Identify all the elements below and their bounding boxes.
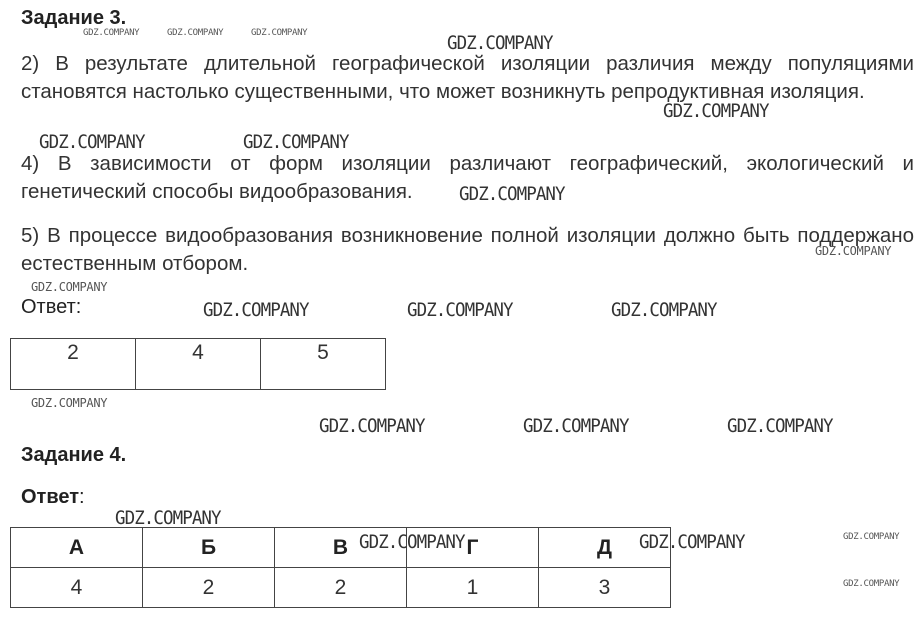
watermark: GDZ.COMPANY	[459, 183, 565, 205]
task3-paragraph-5: 5) В процессе видообразования возникновение полной изоляции должно быть поддержано естественным отбором.	[21, 224, 914, 275]
answer-cell: 2	[275, 568, 407, 608]
table-row	[11, 568, 671, 608]
watermark: GDZ.COMPANY	[203, 299, 309, 321]
watermark: GDZ.COMPANY	[115, 507, 221, 529]
watermark: GDZ.COMPANY	[639, 531, 745, 553]
column-header: А	[11, 528, 143, 568]
watermark: GDZ.COMPANY	[727, 415, 833, 437]
watermark-small: GDZ.COMPANY	[31, 396, 108, 410]
watermark: GDZ.COMPANY	[359, 531, 465, 553]
watermark: GDZ.COMPANY	[663, 100, 769, 122]
task3-answer-label: Ответ:	[21, 296, 82, 318]
answer-cell: 1	[407, 568, 539, 608]
task4-answer-table	[10, 527, 671, 608]
task4-answer-label	[21, 486, 85, 509]
answer-cell: 3	[539, 568, 671, 608]
watermark: GDZ.COMPANY	[319, 415, 425, 437]
answer-cell: 4	[11, 568, 143, 608]
watermark-small: GDZ.COMPANY	[251, 28, 308, 38]
task3-title: Задание 3.	[21, 7, 127, 29]
task4-title: Задание 4.	[21, 444, 127, 466]
column-header: Б	[143, 528, 275, 568]
answer-label-text: Ответ	[21, 486, 80, 508]
watermark: GDZ.COMPANY	[447, 32, 553, 54]
answer-cell: 4	[136, 339, 261, 390]
watermark: GDZ.COMPANY	[611, 299, 717, 321]
watermark: GDZ.COMPANY	[523, 415, 629, 437]
watermark: GDZ.COMPANY	[407, 299, 513, 321]
watermark-small: GDZ.COMPANY	[83, 28, 140, 38]
task3-paragraph-4: 4) В зависимости от форм изоляции различают географический, экологический и генетический способы видообразования.	[21, 152, 914, 203]
watermark-small: GDZ.COMPANY	[843, 579, 900, 589]
table-header-row	[11, 528, 671, 568]
answer-cell: 2	[143, 568, 275, 608]
answer-cell: 2	[11, 339, 136, 390]
watermark-small: GDZ.COMPANY	[31, 280, 108, 294]
task3-answer-table	[10, 338, 386, 390]
watermark: GDZ.COMPANY	[39, 131, 145, 153]
watermark-small: GDZ.COMPANY	[167, 28, 224, 38]
task3-paragraph-2: 2) В результате длительной географической изоляции различия между популяциями становятся настолько существенными, что может возникнуть репродуктивная изоляция.	[21, 52, 914, 103]
answer-label-colon: :	[79, 486, 85, 508]
watermark-small: GDZ.COMPANY	[815, 244, 892, 258]
watermark-small: GDZ.COMPANY	[843, 532, 900, 542]
answer-cell: 5	[261, 339, 386, 390]
table-row	[11, 339, 386, 390]
column-header: В	[275, 528, 407, 568]
watermark: GDZ.COMPANY	[243, 131, 349, 153]
column-header: Г	[407, 528, 539, 568]
column-header: Д	[539, 528, 671, 568]
